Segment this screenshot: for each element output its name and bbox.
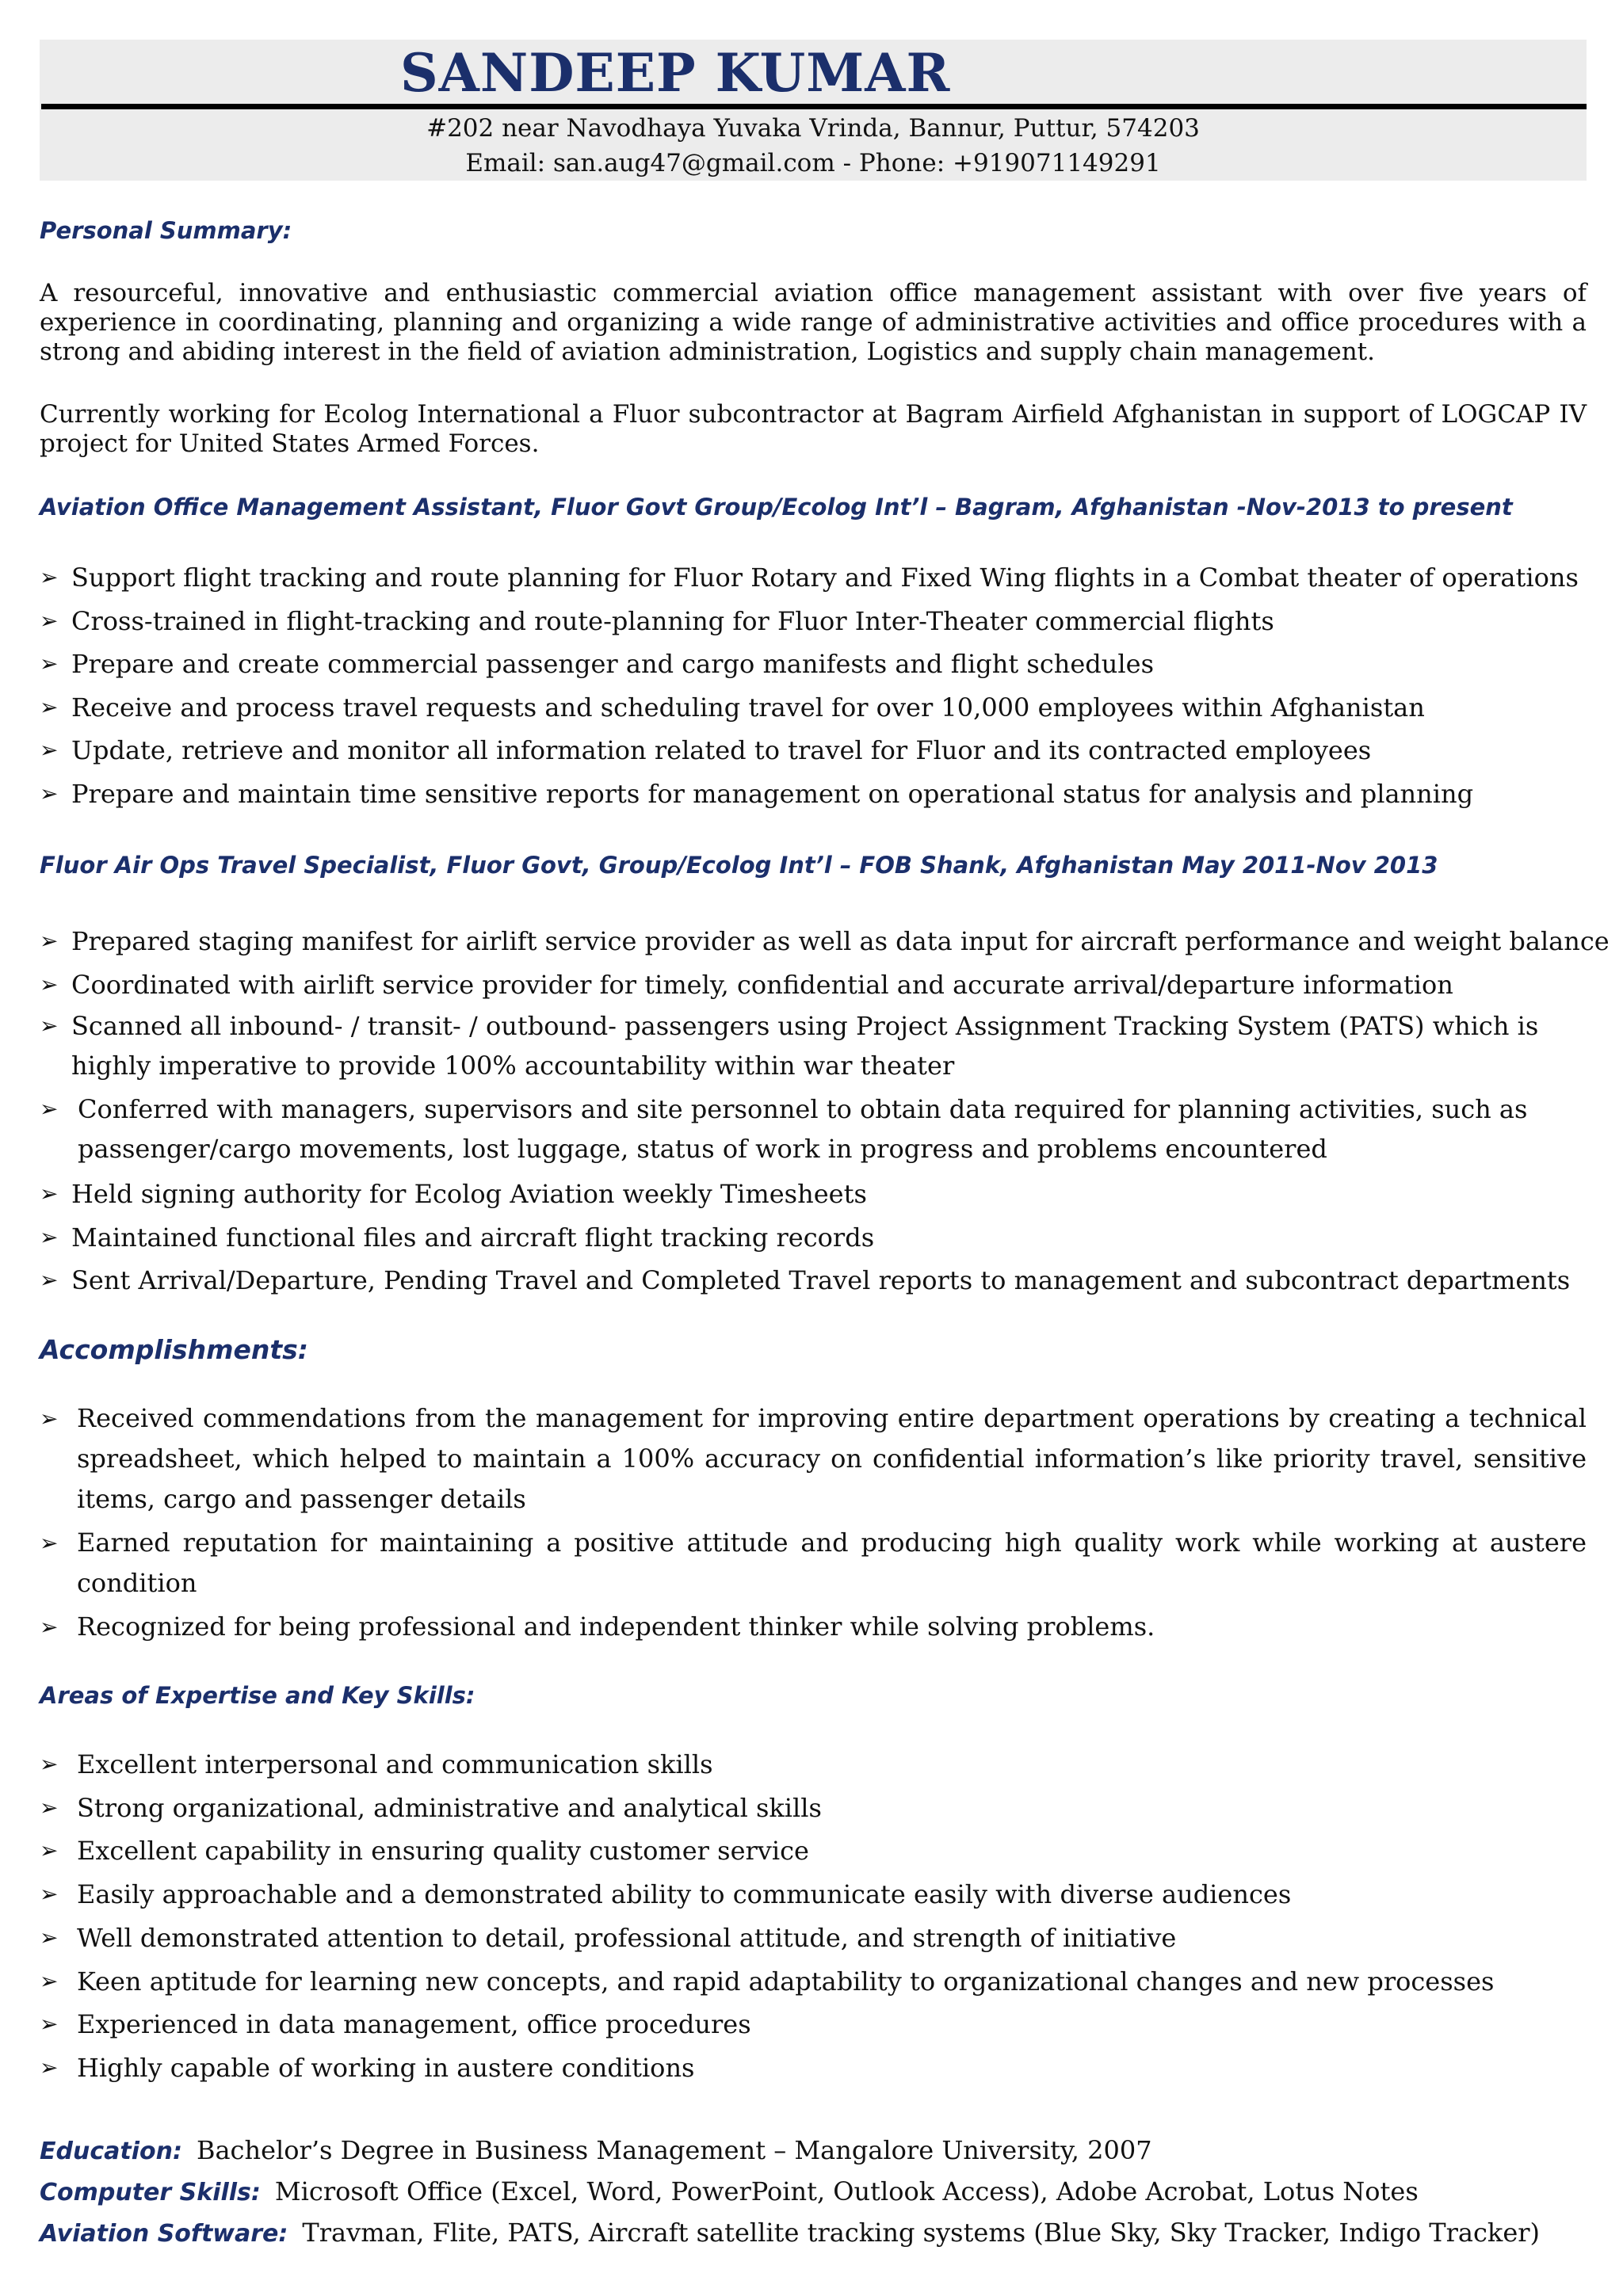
arrow-bullet-icon: ➢ bbox=[40, 1924, 59, 1951]
accomplishments-list bbox=[40, 1398, 1587, 1650]
job2-bullet-list bbox=[40, 920, 1610, 1302]
arrow-bullet-icon: ➢ bbox=[40, 1967, 59, 1994]
list-item: ➢ Experienced in data management, office procedures bbox=[40, 2003, 1587, 2046]
education-line bbox=[40, 2130, 1152, 2172]
aviation-software-line bbox=[40, 2212, 1540, 2255]
aviation-software-label: Aviation Software: bbox=[40, 2220, 288, 2248]
skills-heading: Areas of Expertise and Key Skills: bbox=[40, 1682, 475, 1709]
list-item: ➢ Conferred with managers, supervisors and site personnel to obtain data required for planning activities, such as passenger/cargo movements, lost luggage, status of work in progress and problems encountered bbox=[40, 1089, 1587, 1169]
arrow-bullet-icon: ➢ bbox=[40, 1013, 59, 1039]
current-employment-paragraph: Currently working for Ecolog International a Fluor subcontractor at Bagram Airfield Afghanistan in support of LOGCAP IV project for United States Armed Forces. bbox=[40, 400, 1587, 458]
arrow-bullet-icon: ➢ bbox=[40, 928, 59, 954]
arrow-bullet-icon: ➢ bbox=[40, 971, 59, 997]
list-item: ➢ Recognized for being professional and independent thinker while solving problems. bbox=[40, 1607, 1587, 1647]
arrow-bullet-icon: ➢ bbox=[40, 1751, 59, 1777]
education-value: Bachelor’s Degree in Business Management – Mangalore University, 2007 bbox=[196, 2135, 1152, 2165]
accomplishments-heading: Accomplishments: bbox=[40, 1334, 308, 1365]
list-item: ➢ Update, retrieve and monitor all information related to travel for Fluor and its contracted employees bbox=[40, 729, 1587, 772]
candidate-name: SANDEEP KUMAR bbox=[400, 42, 951, 104]
header-divider bbox=[41, 104, 1587, 109]
arrow-bullet-icon: ➢ bbox=[40, 1405, 59, 1432]
job1-bullet-list bbox=[40, 556, 1587, 815]
list-item: ➢ Received commendations from the management for improving entire department operations by creating a technical spreadsheet, which helped to maintain a 100% accuracy on confidential information’s like priority travel, sensitive items, cargo and passenger details bbox=[40, 1398, 1587, 1520]
arrow-bullet-icon: ➢ bbox=[40, 780, 59, 807]
arrow-bullet-icon: ➢ bbox=[40, 1180, 59, 1207]
list-item: ➢ Prepared staging manifest for airlift service provider as well as data input for aircraft performance and weight balance bbox=[40, 920, 1587, 963]
arrow-bullet-icon: ➢ bbox=[40, 1794, 59, 1821]
address-line: #202 near Navodhaya Yuvaka Vrinda, Bannur, Puttur, 574203 bbox=[426, 114, 1200, 143]
list-item: ➢ Sent Arrival/Departure, Pending Travel and Completed Travel reports to management and subcontract departments bbox=[40, 1259, 1587, 1302]
arrow-bullet-icon: ➢ bbox=[40, 1837, 59, 1864]
list-item: ➢ Held signing authority for Ecolog Aviation weekly Timesheets bbox=[40, 1173, 1587, 1216]
computer-skills-value: Microsoft Office (Excel, Word, PowerPoint, Outlook Access), Adobe Acrobat, Lotus Notes bbox=[274, 2176, 1419, 2206]
list-item: ➢ Receive and process travel requests and scheduling travel for over 10,000 employees within Afghanistan bbox=[40, 686, 1587, 730]
list-item: ➢ Prepare and create commercial passenger and cargo manifests and flight schedules bbox=[40, 643, 1587, 686]
arrow-bullet-icon: ➢ bbox=[40, 1096, 59, 1122]
arrow-bullet-icon: ➢ bbox=[40, 1267, 59, 1293]
list-item: ➢ Prepare and maintain time sensitive reports for management on operational status for analysis and planning bbox=[40, 772, 1587, 816]
arrow-bullet-icon: ➢ bbox=[40, 693, 59, 720]
arrow-bullet-icon: ➢ bbox=[40, 1614, 59, 1640]
skills-list bbox=[40, 1743, 1587, 2090]
list-item: ➢ Well demonstrated attention to detail, professional attitude, and strength of initiative bbox=[40, 1917, 1587, 1960]
computer-skills-label: Computer Skills: bbox=[40, 2179, 261, 2206]
arrow-bullet-icon: ➢ bbox=[40, 1530, 59, 1556]
arrow-bullet-icon: ➢ bbox=[40, 564, 59, 590]
list-item: ➢ Highly capable of working in austere conditions bbox=[40, 2046, 1587, 2090]
aviation-software-value: Travman, Flite, PATS, Aircraft satellite tracking systems (Blue Sky, Sky Tracker, Indigo Tracker) bbox=[302, 2218, 1541, 2248]
arrow-bullet-icon: ➢ bbox=[40, 2054, 59, 2081]
list-item: ➢ Scanned all inbound- / transit- / outbound- passengers using Project Assignment Tracking System (PATS) which is highly imperative to provide 100% accountability within war theater bbox=[40, 1006, 1587, 1085]
job1-heading: Aviation Office Management Assistant, Fluor Govt Group/Ecolog Int’l – Bagram, Afghanistan -Nov-2013 to present bbox=[40, 494, 1513, 521]
arrow-bullet-icon: ➢ bbox=[40, 607, 59, 634]
list-item: ➢ Support flight tracking and route planning for Fluor Rotary and Fixed Wing flights in a Combat theater of operations bbox=[40, 556, 1587, 600]
computer-skills-line bbox=[40, 2171, 1419, 2214]
arrow-bullet-icon: ➢ bbox=[40, 2011, 59, 2038]
summary-heading: Personal Summary: bbox=[40, 217, 292, 244]
list-item: ➢ Cross-trained in flight-tracking and route-planning for Fluor Inter-Theater commercial flights bbox=[40, 600, 1587, 643]
list-item: ➢ Maintained functional files and aircraft flight tracking records bbox=[40, 1216, 1587, 1260]
list-item: ➢ Coordinated with airlift service provider for timely, confidential and accurate arrival/departure information bbox=[40, 963, 1587, 1007]
contact-line: Email: san.aug47@gmail.com - Phone: +919071149291 bbox=[465, 149, 1161, 177]
list-item: ➢ Earned reputation for maintaining a positive attitude and producing high quality work while working at austere condition bbox=[40, 1523, 1587, 1604]
list-item: ➢ Keen aptitude for learning new concepts, and rapid adaptability to organizational changes and new processes bbox=[40, 1960, 1587, 2004]
arrow-bullet-icon: ➢ bbox=[40, 650, 59, 677]
education-label: Education: bbox=[40, 2138, 182, 2165]
job2-heading: Fluor Air Ops Travel Specialist, Fluor Govt, Group/Ecolog Int’l – FOB Shank, Afghanistan May 2011-Nov 2013 bbox=[40, 852, 1438, 879]
arrow-bullet-icon: ➢ bbox=[40, 1223, 59, 1250]
arrow-bullet-icon: ➢ bbox=[40, 737, 59, 763]
list-item: ➢ Strong organizational, administrative and analytical skills bbox=[40, 1787, 1587, 1830]
list-item: ➢ Excellent interpersonal and communication skills bbox=[40, 1743, 1587, 1787]
list-item: ➢ Excellent capability in ensuring quality customer service bbox=[40, 1829, 1587, 1873]
arrow-bullet-icon: ➢ bbox=[40, 1881, 59, 1908]
summary-paragraph: A resourceful, innovative and enthusiastic commercial aviation office management assistant with over five years of experience in coordinating, planning and organizing a wide range of administrative activities and office procedures with a strong and abiding interest in the field of aviation administration, Logistics and supply chain management. bbox=[40, 279, 1587, 366]
list-item: ➢ Easily approachable and a demonstrated ability to communicate easily with diverse audiences bbox=[40, 1873, 1587, 1917]
